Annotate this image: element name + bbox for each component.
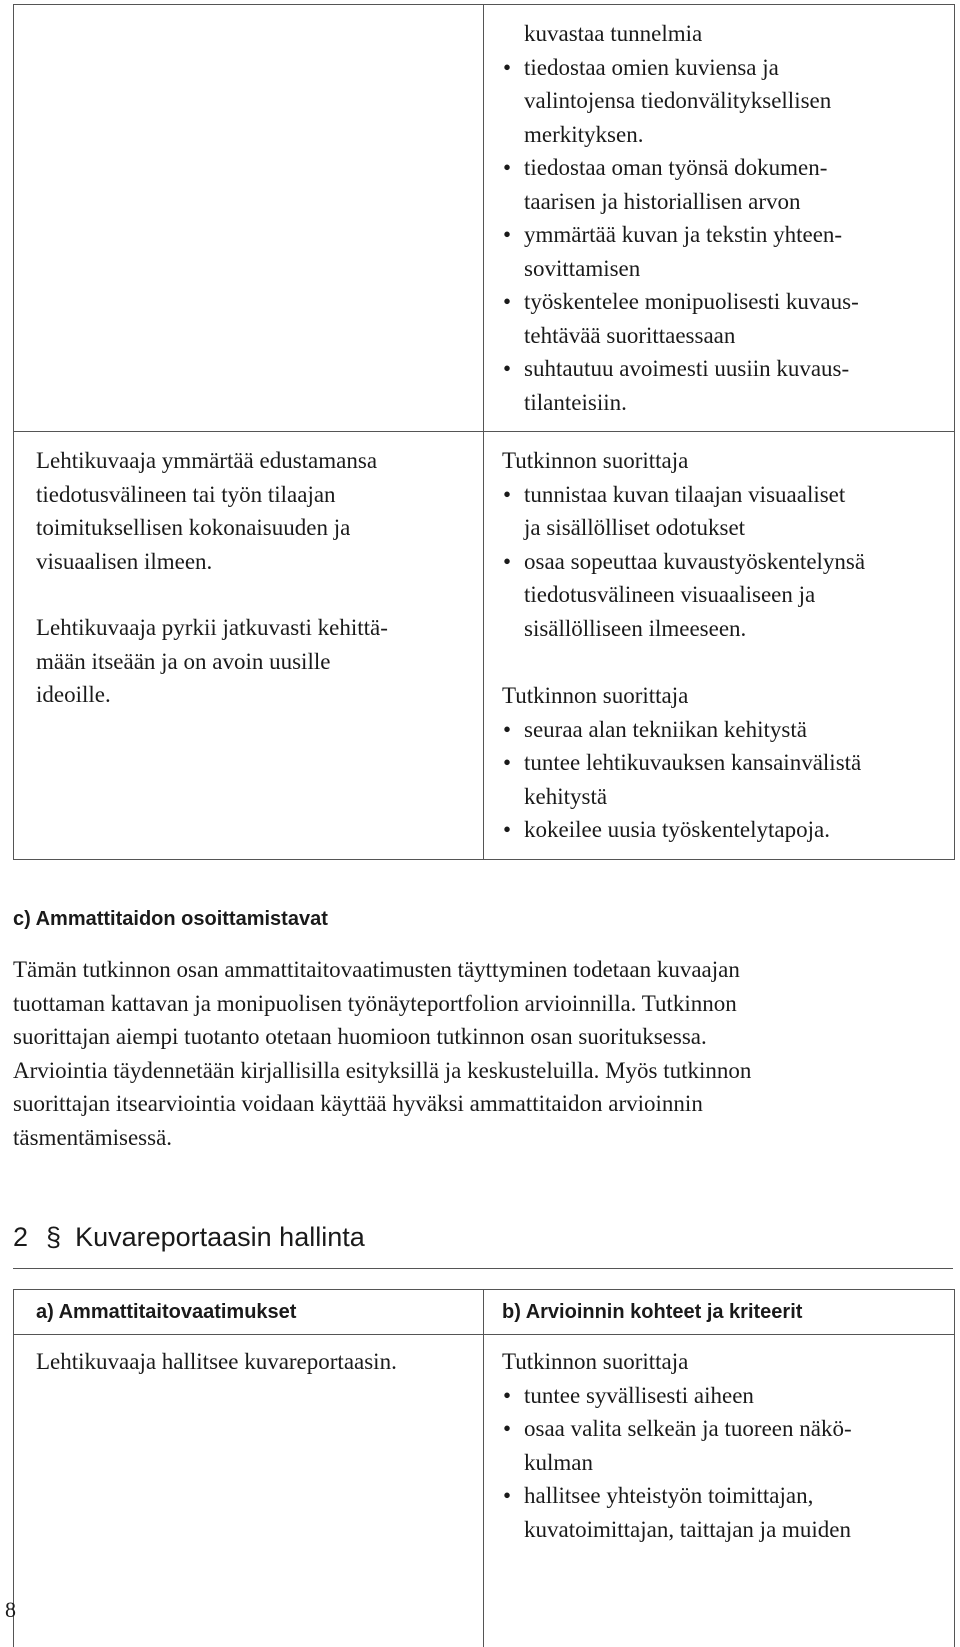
criteria-list-continued (502, 17, 938, 419)
requirement-paragraph (36, 444, 463, 578)
section-c-body (13, 953, 953, 1154)
criteria-intro: Tutkinnon suorittaja (502, 1349, 689, 1374)
list-item-line: • tiedostaa oman työnsä dokumen- (524, 155, 828, 180)
list-item (502, 713, 938, 747)
list-item-line: • tuntee lehtikuvauksen kansainvälistä (524, 750, 862, 775)
list-item-line: sisällölliseen ilmeeseen. (524, 615, 747, 641)
criteria-table-bottom (13, 1289, 955, 1647)
section-number: 2 (13, 1222, 29, 1252)
section-symbol: § (46, 1222, 62, 1252)
header-cell-right (484, 1290, 954, 1334)
requirements-cell (14, 1335, 484, 1647)
list-item (502, 746, 938, 813)
table-row-2 (14, 431, 954, 859)
list-item-line: tehtävää suorittaessaan (524, 322, 736, 348)
criteria-cell-2 (484, 432, 954, 859)
list-item-line: kuvatoimittajan, taittajan ja muiden (524, 1516, 852, 1542)
requirements-cell-2 (14, 432, 484, 859)
paragraph-line: mään itseään ja on avoin uusille (36, 648, 331, 674)
list-item-line: • työskentelee monipuolisesti kuvaus- (524, 289, 859, 314)
column-header: b) Arvioinnin kohteet ja kriteerit (502, 1301, 803, 1323)
page-number: 8 (5, 1597, 16, 1622)
table-header-row (14, 1290, 954, 1335)
list-item (502, 1412, 938, 1479)
criteria-block (502, 1345, 938, 1546)
list-item-line: • osaa valita selkeän ja tuoreen näkö- (524, 1416, 852, 1441)
list-item-line: kulman (524, 1449, 593, 1475)
list-item-line: merkityksen. (524, 121, 644, 147)
criteria-intro: Tutkinnon suorittaja (502, 448, 689, 473)
column-header: a) Ammattitaitovaatimukset (36, 1301, 297, 1323)
list-item (502, 285, 938, 352)
body-line: Arviointia täydennetään kirjallisilla esityksillä ja keskusteluilla. Myös tutkinnon (13, 1057, 752, 1083)
list-item-line: • seuraa alan tekniikan kehitystä (524, 716, 807, 742)
list-item (502, 352, 938, 419)
list-item-line: • kokeilee uusia työskentelytapoja. (524, 817, 830, 842)
list-item-line: sovittamisen (524, 255, 641, 281)
list-item-line: taarisen ja historiallisen arvon (524, 188, 801, 214)
criteria-bullets (502, 1379, 938, 1547)
criteria-cell-1 (484, 5, 954, 431)
paragraph-line: toimituksellisen kokonaisuuden ja (36, 515, 351, 540)
list-item-line: • ymmärtää kuvan ja tekstin yhteen- (524, 222, 843, 247)
paragraph-line: tiedotusvälineen tai työn tilaajan (36, 481, 336, 507)
paragraph-line: Lehtikuvaaja pyrkii jatkuvasti kehittä- (36, 615, 388, 640)
header-cell-left (14, 1290, 484, 1334)
requirement-text: Lehtikuvaaja hallitsee kuvareportaasin. (36, 1349, 397, 1374)
paragraph-line: visuaalisen ilmeen. (36, 548, 213, 574)
list-item-line: kehitystä (524, 783, 608, 809)
list-item (502, 151, 938, 218)
list-item-line: • osaa sopeuttaa kuvaustyöskentelynsä (524, 548, 866, 574)
continuation-line: kuvastaa tunnelmia (524, 21, 703, 46)
paragraph-line: ideoille. (36, 682, 111, 707)
paragraph-line: Lehtikuvaaja ymmärtää edustamansa (36, 448, 378, 473)
criteria-bullets (502, 51, 938, 420)
body-line: tuottaman kattavan ja monipuolisen työnäyteportfolion arvioinnilla. Tutkinnon (13, 990, 737, 1016)
list-item-line: valintojensa tiedonvälityksellisen (524, 88, 832, 113)
list-item-line: tilanteisiin. (524, 389, 627, 415)
list-item (502, 1479, 938, 1546)
list-item-line: • suhtautuu avoimesti uusiin kuvaus- (524, 356, 850, 381)
criteria-intro: Tutkinnon suorittaja (502, 683, 689, 708)
section-title: Kuvareportaasin hallinta (75, 1222, 365, 1252)
body-line: Tämän tutkinnon osan ammattitaitovaatimusten täyttyminen todetaan kuvaajan (13, 957, 740, 982)
list-item-line: • tiedostaa omien kuviensa ja (524, 54, 779, 80)
criteria-table-top (13, 4, 955, 860)
list-item (502, 478, 938, 545)
criteria-block (502, 679, 938, 847)
criteria-bullets (502, 713, 938, 847)
list-item (502, 1379, 938, 1413)
list-item-line: • tunnistaa kuvan tilaajan visuaaliset (524, 481, 846, 507)
requirement-paragraph (36, 611, 463, 712)
requirements-cell-empty (14, 5, 484, 431)
list-item (502, 51, 938, 152)
list-item (502, 218, 938, 285)
list-item-line: • tuntee syvällisesti aiheen (524, 1382, 754, 1408)
list-item (502, 813, 938, 847)
list-item-line: ja sisällölliset odotukset (524, 515, 746, 540)
list-item-line: tiedotusvälineen visuaaliseen ja (524, 582, 816, 607)
list-item (502, 545, 938, 646)
criteria-bullets (502, 478, 938, 646)
section-c-heading: c) Ammattitaidon osoittamistavat (13, 908, 328, 930)
table-row-1 (14, 5, 954, 431)
criteria-block (502, 444, 938, 645)
body-line: suorittajan itsearviointia voidaan käyttää hyväksi ammattitaidon arvioinnin (13, 1091, 703, 1116)
criteria-cell (484, 1335, 954, 1647)
table-row (14, 1335, 954, 1647)
body-line: suorittajan aiempi tuotanto otetaan huomioon tutkinnon osan suorituksessa. (13, 1024, 707, 1049)
section-2-heading (13, 1222, 953, 1269)
list-item-line: • hallitsee yhteistyön toimittajan, (524, 1483, 814, 1508)
body-line: täsmentämisessä. (13, 1124, 173, 1150)
